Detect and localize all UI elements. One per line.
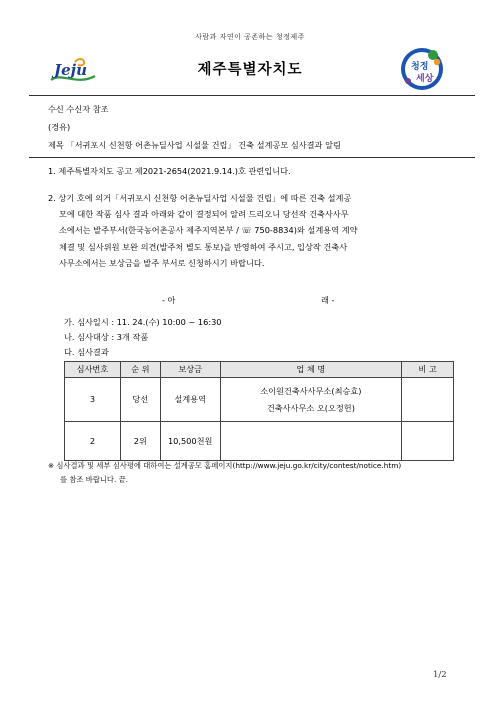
svg-text:세상: 세상 xyxy=(416,74,434,84)
header-rank: 순 위 xyxy=(120,362,160,378)
company-name-1: 소이원건축사사무소(최승효) xyxy=(260,385,362,396)
slogan: 사람과 자연이 공존하는 청정제주 xyxy=(195,33,305,41)
cell-rank: 2위 xyxy=(120,422,160,461)
table-row xyxy=(65,378,454,422)
cell-reward: 설계용역 xyxy=(160,378,220,422)
table-row xyxy=(65,422,454,461)
recipient-line: 수신 수신자 참조 xyxy=(48,104,109,114)
item-1: 1. 제주특별자치도 공고 제2021-2654(2021.9.14.)호 관련입니다. xyxy=(48,166,291,176)
via-line: (경유) xyxy=(48,122,71,132)
company-name-2: 건축사사무소 오(오정헌) xyxy=(266,402,355,413)
cell-remarks xyxy=(402,422,454,461)
results-table xyxy=(64,361,454,461)
jeju-logo-text: Jeju xyxy=(54,61,87,79)
cell-company xyxy=(220,378,401,422)
item-2-line-2: 모에 대한 작품 심사 결과 아래와 같이 결정되어 알려 드리오니 당선작 건축사사무 xyxy=(59,209,349,220)
cell-rank: 당선 xyxy=(120,378,160,422)
review-results-heading: 다. 심사결과 xyxy=(64,347,109,357)
subject-rule xyxy=(29,157,475,158)
clean-world-seal xyxy=(399,46,445,92)
review-targets: 나. 심사대상 : 3개 작품 xyxy=(64,332,149,342)
item-2-line-5: 사무소에서는 보상금을 발주 부서로 신청하시기 바랍니다. xyxy=(59,257,265,268)
header-rule xyxy=(29,95,475,96)
organization-name: 제주특별자치도 xyxy=(197,62,303,78)
cell-company xyxy=(220,422,401,461)
below-heading-left: - 아 xyxy=(162,295,176,305)
cell-review-number: 2 xyxy=(65,422,121,461)
header-reward: 보상금 xyxy=(160,362,220,378)
cell-remarks xyxy=(402,378,454,422)
cell-review-number: 3 xyxy=(65,378,121,422)
item-2-line-1: 2. 상기 호에 의거「서귀포시 신천항 어촌뉴딜사업 시설물 건립」에 따른 건축 설계공 xyxy=(48,193,352,203)
footer-note xyxy=(48,459,468,486)
item-2-line-3: 소에서는 발주부서(한국농어촌공사 제주지역본부 / ☏ 750-8834)와 설계용역 계약 xyxy=(59,225,358,236)
item-2-line-4: 체결 및 심사위원 보완 의견(발주처 별도 통보)을 반영하여 주시고, 입상작 건축사 xyxy=(59,241,348,252)
table-header-row xyxy=(65,362,454,378)
below-heading-right: 래 - xyxy=(321,295,335,305)
footer-note-line-2: 를 참조 바랍니다. 끝. xyxy=(60,474,128,484)
header-review-number: 심사번호 xyxy=(65,362,121,378)
header-company: 업 체 명 xyxy=(220,362,401,378)
page-number: 1/2 xyxy=(433,670,447,680)
clean-world-seal-icon xyxy=(399,46,445,92)
svg-text:청정: 청정 xyxy=(411,62,429,72)
footer-note-line-1: ※ 심사결과 및 세부 심사평에 대하여는 설계공모 홈페이지(http://www.jeju.go.kr/city/contest/notice.htm) xyxy=(48,461,402,470)
review-date: 가. 심사일시 : 11. 24.(수) 10:00 ~ 16:30 xyxy=(64,317,222,327)
item-2 xyxy=(48,190,468,271)
subject-line: 제목 「서귀포시 신천항 어촌뉴딜사업 시설물 건립」 건축 설계공모 심사결과 알림 xyxy=(48,140,341,150)
header-remarks: 비 고 xyxy=(402,362,454,378)
cell-reward: 10,500천원 xyxy=(160,422,220,461)
